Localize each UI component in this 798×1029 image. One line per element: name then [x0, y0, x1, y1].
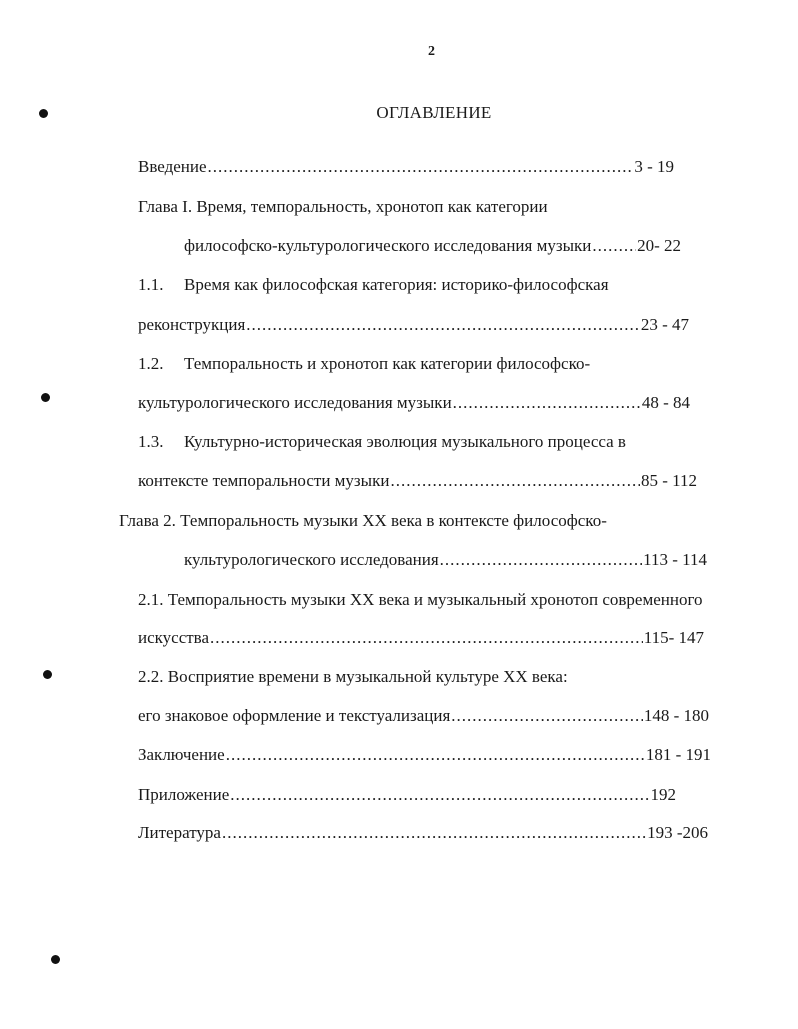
toc-section-1-3-title: [138, 431, 626, 453]
toc-entry-pages: 148 - 180: [643, 706, 709, 725]
toc-entry-pages: 193 -206: [647, 823, 708, 842]
toc-entry-label: Введение: [138, 157, 207, 176]
toc-leader-dots: [440, 549, 642, 571]
binder-hole-mark: [41, 393, 50, 402]
toc-entry-pages: 85 - 112: [640, 471, 697, 490]
toc-section-1-1-title: [138, 274, 609, 296]
toc-entry-label: культурологического исследования: [184, 550, 439, 569]
section-title: Культурно-историческая эволюция музыкального процесса в: [184, 432, 626, 451]
section-title: Время как философская категория: историко-философская: [184, 275, 609, 294]
toc-title: ОГЛАВЛЕНИЕ: [376, 103, 492, 122]
toc-entry-pages: 181 - 191: [645, 745, 711, 764]
toc-entry-literature: [138, 822, 708, 844]
toc-section-1-2-title: [138, 353, 590, 375]
toc-entry-appendix: [138, 784, 676, 806]
binder-hole-mark: [51, 955, 60, 964]
toc-entry-label: искусства: [138, 628, 210, 647]
toc-section-1-1: [138, 314, 689, 336]
toc-entry-pages: 115- 147: [643, 628, 704, 647]
section-number: 1.2.: [138, 354, 164, 373]
toc-leader-dots: [592, 235, 636, 257]
toc-entry-label: реконструкция: [138, 315, 246, 334]
toc-chapter-1-title: Глава I. Время, темпоральность, хронотоп как категории: [138, 197, 548, 216]
toc-leader-dots: [390, 470, 640, 492]
toc-section-2-1-title: 2.1. Темпоральность музыки XX века и музыкальный хронотоп современного: [138, 590, 703, 609]
toc-chapter-2-title: Глава 2. Темпоральность музыки XX века в контексте философско-: [119, 511, 607, 530]
page-number: 2: [428, 44, 435, 59]
toc-entry-label: Приложение: [138, 785, 230, 804]
toc-section-1-2: [138, 392, 690, 414]
toc-entry-label: его знаковое оформление и текстуализация: [138, 706, 451, 725]
toc-section-2-2-title: 2.2. Восприятие времени в музыкальной культуре XX века:: [138, 667, 568, 686]
binder-hole-mark: [39, 109, 48, 118]
toc-entry-pages: 48 - 84: [641, 393, 690, 412]
toc-entry-label: Литература: [138, 823, 221, 842]
toc-entry-pages: 3 - 19: [634, 157, 674, 176]
toc-entry-pages: 113 - 114: [643, 550, 707, 569]
toc-entry-label: культурологического исследования музыки: [138, 393, 452, 412]
toc-leader-dots: [230, 784, 649, 806]
toc-leader-dots: [451, 705, 643, 727]
toc-entry-label: Заключение: [138, 745, 225, 764]
toc-leader-dots: [226, 744, 645, 766]
section-number: 1.3.: [138, 432, 164, 451]
toc-leader-dots: [210, 627, 643, 649]
toc-entry-pages: 20- 22: [637, 236, 681, 255]
toc-entry-conclusion: [138, 744, 711, 766]
binder-hole-mark: [43, 670, 52, 679]
toc-entry-label: философско-культурологического исследования музыки: [184, 236, 592, 255]
toc-leader-dots: [208, 156, 634, 178]
toc-entry-intro: [138, 156, 674, 178]
section-title: Темпоральность и хронотоп как категории философско-: [184, 354, 591, 373]
toc-leader-dots: [246, 314, 640, 336]
toc-leader-dots: [222, 822, 646, 844]
toc-entry-label: контексте темпоральности музыки: [138, 471, 390, 490]
toc-section-1-3: [138, 470, 697, 492]
toc-entry-pages: 192: [650, 785, 676, 804]
toc-section-2-1: [138, 627, 704, 649]
toc-entry-pages: 23 - 47: [640, 315, 689, 334]
toc-section-2-2: [138, 705, 709, 727]
toc-leader-dots: [453, 392, 641, 414]
section-number: 1.1.: [138, 275, 164, 294]
toc-chapter-1: [184, 235, 681, 257]
toc-chapter-2: [184, 549, 707, 571]
